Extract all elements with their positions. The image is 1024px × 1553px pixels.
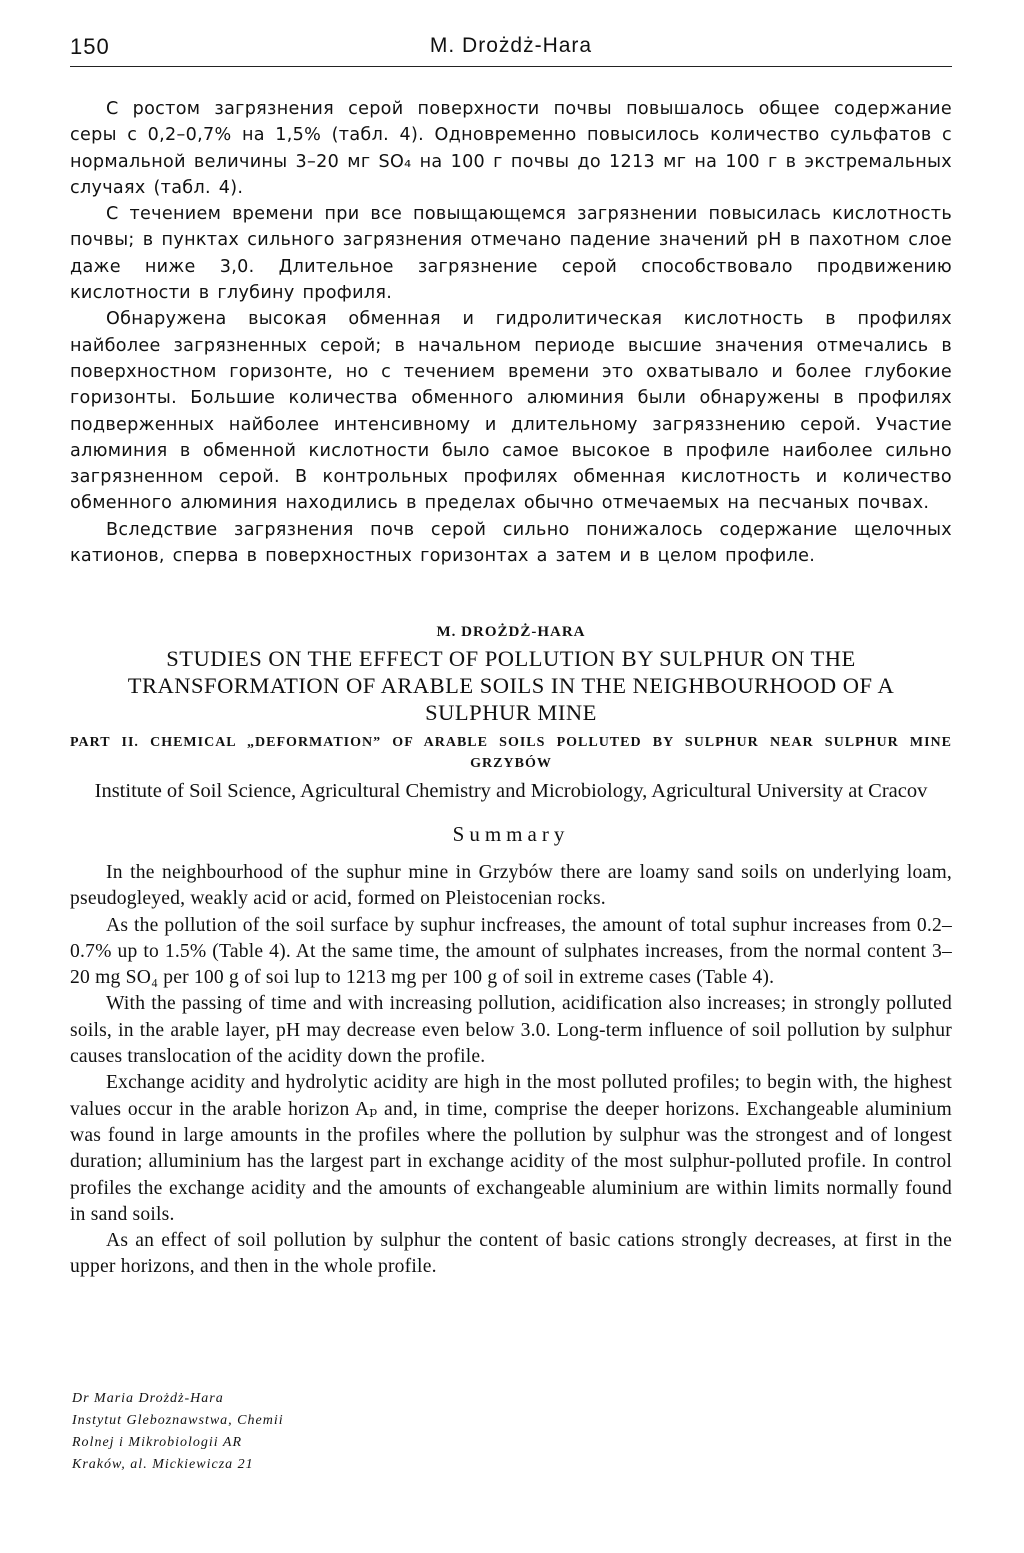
article-title-line-2: TRANSFORMATION OF ARABLE SOILS IN THE NEIGHBOURHOOD OF A <box>127 673 895 698</box>
russian-paragraph-3: Обнаружена высокая обменная и гидролитическая кислотность в профилях найболее загрязненных серой; в начальном периоде высшие значения отмечались в поверхностном горизонте, но с течением времени это охватывало и более глубокие горизонты. Большие количества обменного алюминия были обнаружены в профилях подверженных найболее интенсивному и длительному загряззнению серой. Участие алюминия в обменной кислотности было самое высокое в профиле наиболее сильно загрязненном серой. В контрольных профилях обменная кислотность и количество обменного алюминия находились в пределах обычно отмечаемых на песчаных почвах. <box>70 309 952 514</box>
address-line-3: Rolnej i Mikrobiologii AR <box>72 1435 243 1450</box>
article-title-line-3: SULPHUR MINE <box>425 700 597 725</box>
page-number: 150 <box>70 34 110 59</box>
article-title <box>70 645 952 726</box>
running-head: M. Drożdż-Hara <box>429 34 593 57</box>
english-paragraph-4: Exchange acidity and hydrolytic acidity are high in the most polluted profiles; to begin with, the highest values occur in the arable horizon Aₚ and, in time, comprise the deeper horizons. Exchangeable aluminium was found in large amounts in the profiles where the pollution by sulphur was the strongest and of longest duration; alluminium has the largest part in exchange acidity of the most sulphur-polluted profile. In control profiles the exchange acidity and the amounts of exchangeable aluminium are within limits normally found in sand soils. <box>70 1072 952 1225</box>
page-header <box>70 30 952 67</box>
address-line-2: Instytut Gleboznawstwa, Chemii <box>72 1413 284 1428</box>
english-paragraph-1: In the neighbourhood of the suphur mine in Grzybów there are loamy sand soils on underlying loam, pseudogleyed, weakly acid or acid, formed on Pleistocenian rocks. <box>70 862 952 910</box>
author-name: M. DROŻDŻ-HARA <box>436 624 586 640</box>
english-paragraph-5: As an effect of soil pollution by sulphur the content of basic cations strongly decreases, at first in the upper horizons, and then in the whole profile. <box>70 1230 952 1278</box>
author-address <box>72 1388 472 1476</box>
russian-paragraph-4: Вследствие загрязнения почв серой сильно понижалось содержание щелочных катионов, сперва в поверхностных горизонтах а затем и в целом профиле. <box>70 519 952 567</box>
english-title-block <box>70 624 952 847</box>
summary-heading: Summary <box>452 822 570 846</box>
russian-paragraph-2: С течением времени при все повыщающемся загрязнении повысилась кислотность почвы; в пунктах сильного загрязнения отмечано падение значений pH в пахотном слое даже ниже 3,0. Длительное загрязнение серой способствовало продвижению кислотности в глубину профиля. <box>70 204 952 304</box>
english-paragraph-3: With the passing of time and with increasing pollution, acidification also increases; in strongly polluted soils, in the arable layer, pH may decrease even below 3.0. Long-term influence of soil pollution by sulphur causes translocation of the acidity down the profile. <box>70 993 952 1068</box>
address-line-1: Dr Maria Drożdż-Hara <box>72 1391 224 1406</box>
russian-summary <box>70 96 952 569</box>
english-paragraph-2: As the pollution of the soil surface by suphur incfreases, the amount of total suphur increases from 0.2–0.7% up to 1.5% (Table 4). At the same time, the amount of sulphates increases, from the normal content 3–20 mg SO₄ per 100 g of soi lup to 1213 mg per 100 g of soil in extreme cases (Table 4). <box>70 914 952 989</box>
article-title-line-1: STUDIES ON THE EFFECT OF POLLUTION BY SULPHUR ON THE <box>166 646 856 671</box>
english-summary <box>70 860 952 1281</box>
article-part-title: PART II. CHEMICAL „DEFORMATION” OF ARABLE SOILS POLLUTED BY SULPHUR NEAR SULPHUR MINE GRZYBÓW <box>70 735 952 771</box>
russian-paragraph-1: С ростом загрязнения серой поверхности почвы повышалось общее содержание серы с 0,2–0,7% на 1,5% (табл. 4). Одновременно повысилось количество сульфатов с нормальной величины 3–20 мг SO₄ на 100 г почвы до 1213 мг на 100 г в экстремальных случаях (табл. 4). <box>70 99 952 198</box>
address-line-4: Kraków, al. Mickiewicza 21 <box>72 1457 254 1472</box>
institute-affiliation: Institute of Soil Science, Agricultural Chemistry and Microbiology, Agricultural University at Cracov <box>94 780 928 802</box>
